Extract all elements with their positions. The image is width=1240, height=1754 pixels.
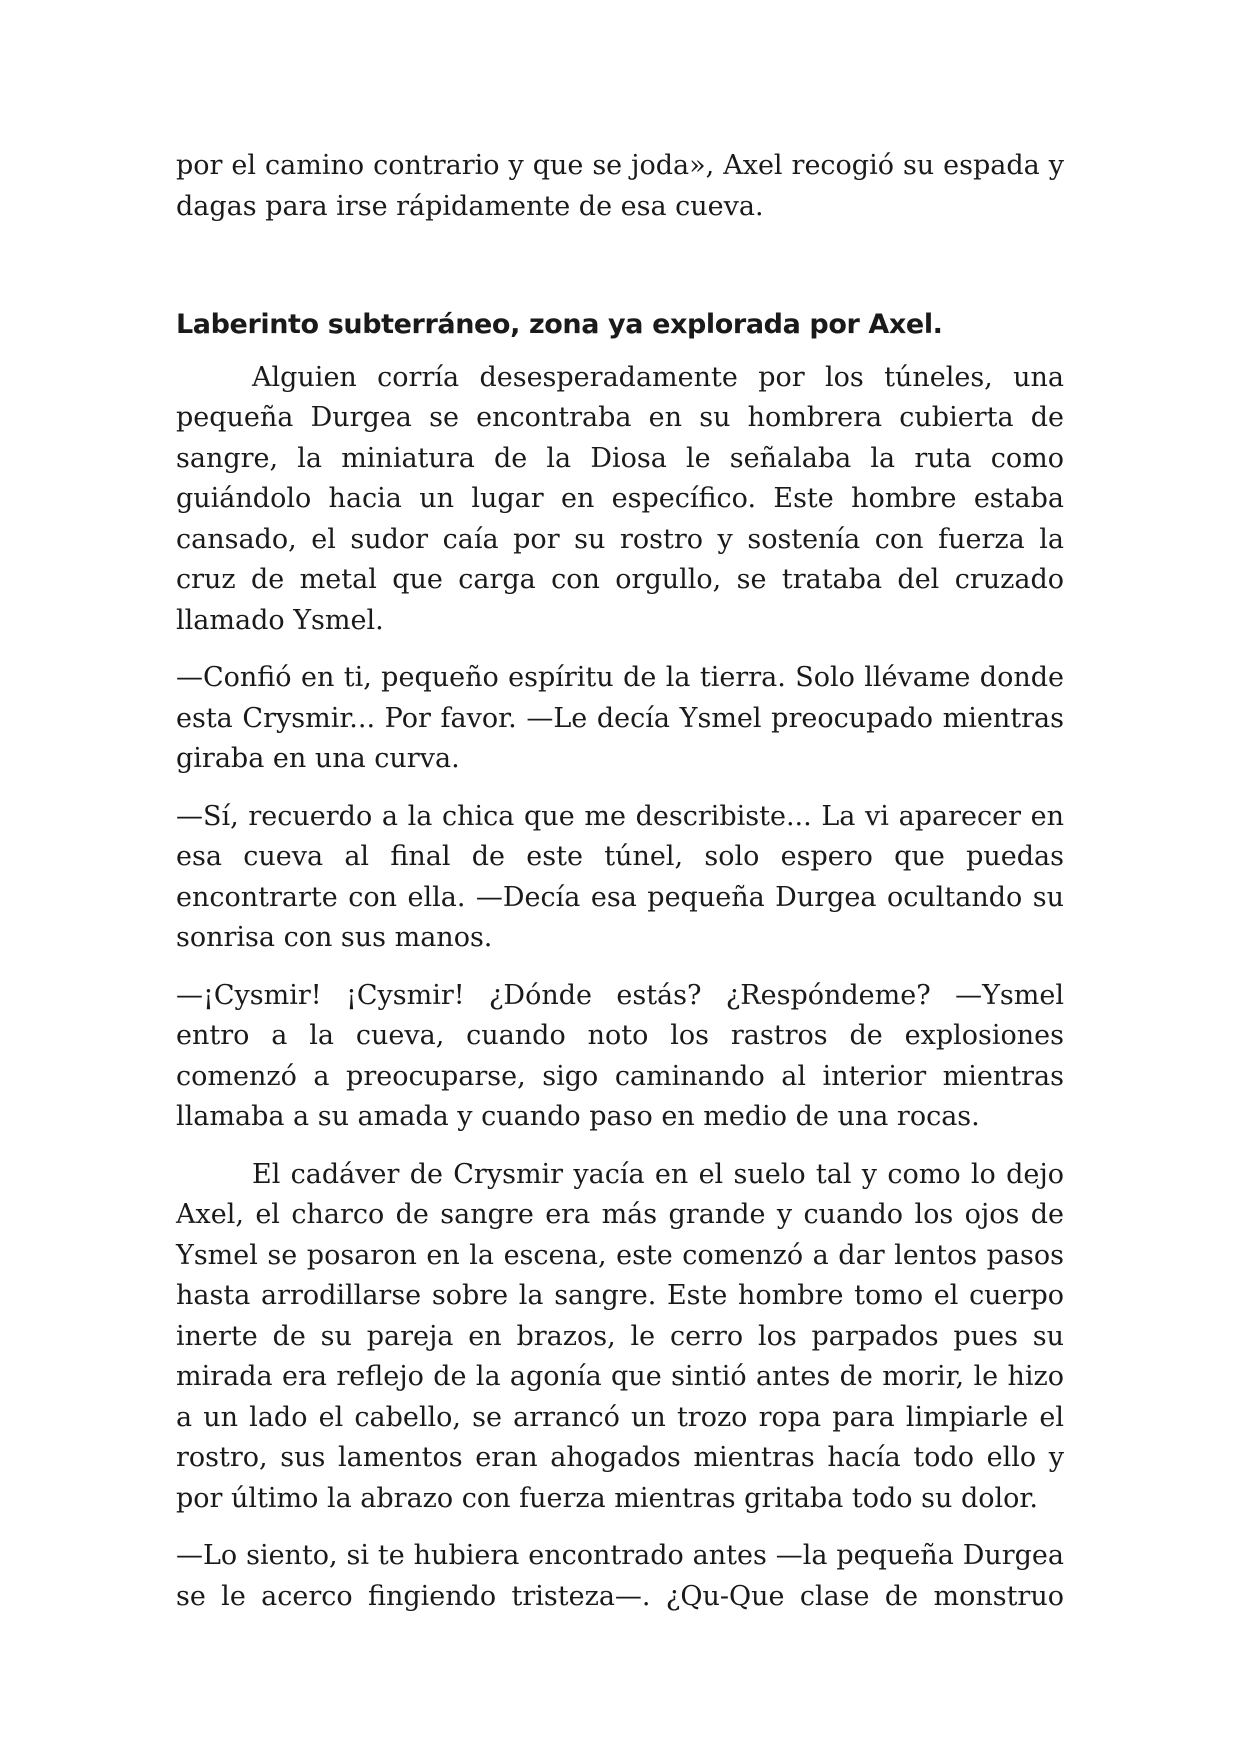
- opening-paragraph: por el camino contrario y que se joda», Axel recogió su espada y dagas para irse rápidamente de esa cueva.: [176, 150, 1064, 222]
- document-page: [176, 146, 1064, 1634]
- paragraph-5: El cadáver de Crysmir yacía en el suelo tal y como lo dejo Axel, el charco de sangre era más grande y cuando los ojos de Ysmel se posaron en la escena, este comenzó a dar lentos pasos hasta arrodillarse sobre la sangre. Este hombre tomo el cuerpo inerte de su pareja en brazos, le cerro los parpados pues su mirada era reflejo de la agonía que sintió antes de morir, le hizo a un lado el cabello, se arrancó un trozo ropa para limpiarle el rostro, sus lamentos eran ahogados mientras hacía todo ello y por último la abrazo con fuerza mientras gritaba todo su dolor.: [176, 1158, 1064, 1514]
- paragraph-4: —¡Cysmir! ¡Cysmir! ¿Dónde estás? ¿Respóndeme? —Ysmel entro a la cueva, cuando noto los rastros de explosiones comenzó a preocuparse, sigo caminando al interior mientras llamaba a su amada y cuando paso en medio de una rocas.: [176, 979, 1064, 1132]
- paragraph-6: —Lo siento, si te hubiera encontrado antes —la pequeña Durgea se le acerco fingiendo tristeza—. ¿Qu-Que clase de monstruo: [176, 1540, 1064, 1612]
- section-heading: Laberinto subterráneo, zona ya explorada por Axel.: [176, 309, 943, 340]
- paragraph-3: —Sí, recuerdo a la chica que me describiste... La vi aparecer en esa cueva al final de este túnel, solo espero que puedas encontrarte con ella. —Decía esa pequeña Durgea ocultando su sonrisa con sus manos.: [176, 800, 1064, 953]
- paragraph-2: —Confió en ti, pequeño espíritu de la tierra. Solo llévame donde esta Crysmir... Por favor. —Le decía Ysmel preocupado mientras giraba en una curva.: [176, 662, 1064, 774]
- paragraph-1: Alguien corría desesperadamente por los túneles, una pequeña Durgea se encontraba en su hombrera cubierta de sangre, la miniatura de la Diosa le señalaba la ruta como guiándolo hacia un lugar en específico. Este hombre estaba cansado, el sudor caía por su rostro y sostenía con fuerza la cruz de metal que carga con orgullo, se trataba del cruzado llamado Ysmel.: [176, 361, 1064, 636]
